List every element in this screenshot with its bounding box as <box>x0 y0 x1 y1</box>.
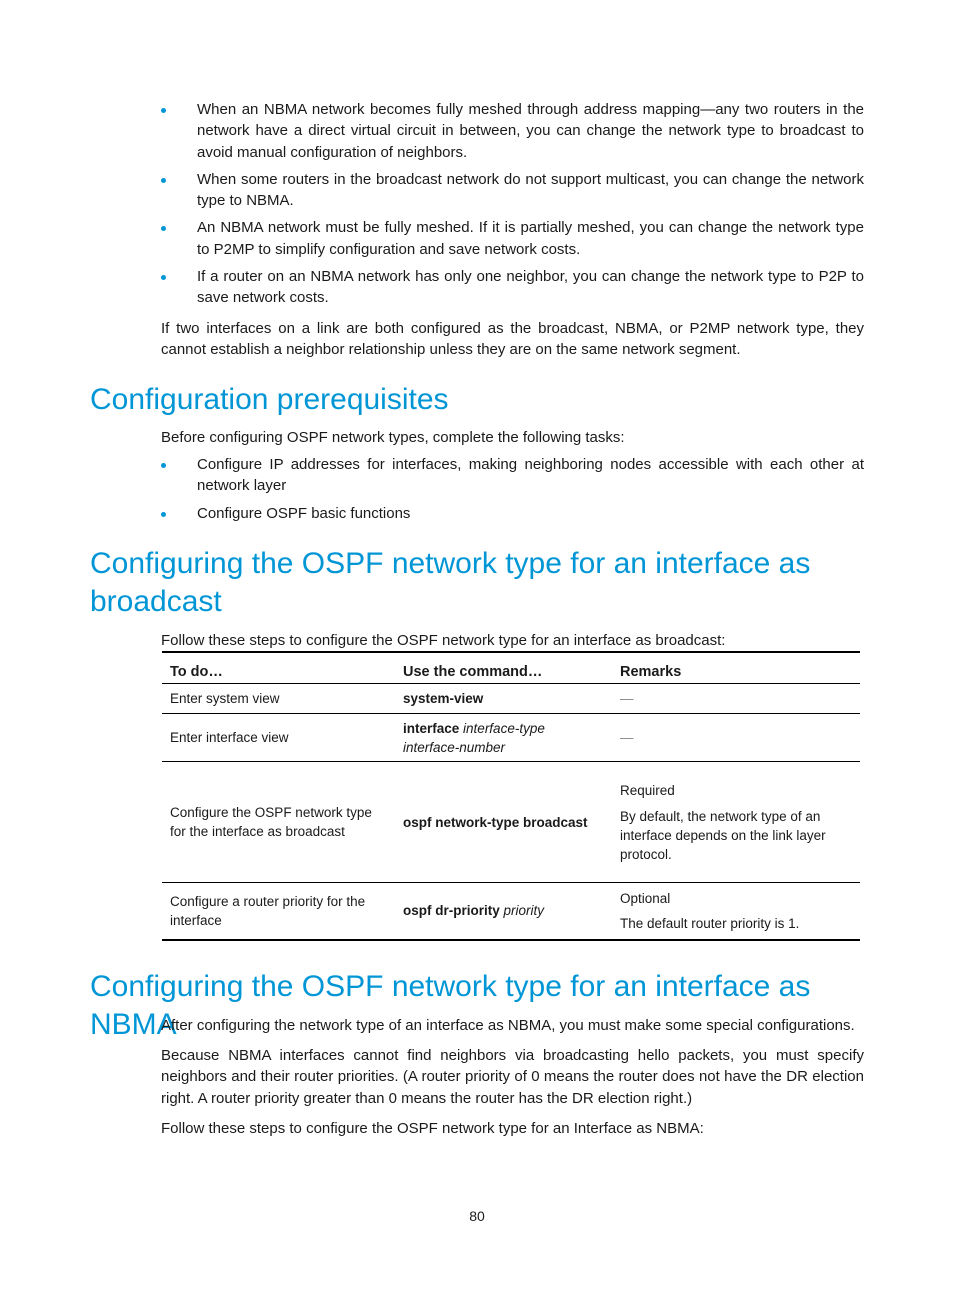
bullet-icon <box>161 512 166 517</box>
nbma-paragraph: Because NBMA interfaces cannot find neighbors via broadcasting hello packets, you must specify neighbors and their router priorities. (A router priority of 0 means the router does not have the DR election right. A router priority greater than 0 means the router has the DR election right.) <box>161 1047 864 1107</box>
bullet-icon <box>161 275 166 280</box>
bullet-icon <box>161 463 166 468</box>
table-row <box>162 684 860 714</box>
list-item: If a router on an NBMA network has only one neighbor, you can change the network type to P2P to save network costs. <box>161 266 864 309</box>
prereq-bullet-list <box>161 454 864 524</box>
table-row <box>162 714 860 762</box>
table-header-row <box>162 652 860 684</box>
nbma-paragraph: Follow these steps to configure the OSPF network type for an Interface as NBMA: <box>161 1120 704 1137</box>
bullet-icon <box>161 178 166 183</box>
column-header-remarks: Remarks <box>612 652 860 684</box>
intro-bullet-list <box>161 99 864 309</box>
command-cell: ospf network-type broadcast <box>395 762 612 883</box>
list-item: An NBMA network must be fully meshed. If it is partially meshed, you can change the network type to P2MP to simplify configuration and save network costs. <box>161 217 864 260</box>
list-item: Configure OSPF basic functions <box>161 503 864 524</box>
nbma-paragraph: After configuring the network type of an interface as NBMA, you must make some special configurations. <box>161 1017 855 1034</box>
table-row <box>162 762 860 883</box>
section-heading-broadcast: Configuring the OSPF network type for an interface as broadcast <box>90 547 811 618</box>
list-item: When some routers in the broadcast network do not support multicast, you can change the network type to NBMA. <box>161 169 864 212</box>
todo-cell: Enter interface view <box>162 714 395 762</box>
broadcast-steps-table <box>162 651 860 941</box>
remarks-cell: Optional The default router priority is 1. <box>612 883 860 940</box>
column-header-command: Use the command… <box>395 652 612 684</box>
command-cell: ospf dr-priority priority <box>395 883 612 940</box>
todo-cell: Configure a router priority for the interface <box>162 883 395 940</box>
intro-paragraph: If two interfaces on a link are both configured as the broadcast, NBMA, or P2MP network type, they cannot establish a neighbor relationship unless they are on the same network segment. <box>161 320 864 359</box>
section-heading-prerequisites: Configuration prerequisites <box>90 383 449 416</box>
todo-cell: Enter system view <box>162 684 395 714</box>
bullet-icon <box>161 108 166 113</box>
column-header-todo: To do… <box>162 652 395 684</box>
remarks-cell: — <box>612 714 860 762</box>
bullet-icon <box>161 226 166 231</box>
remarks-cell: Required By default, the network type of an interface depends on the link layer protocol. <box>612 762 860 883</box>
prereq-intro: Before configuring OSPF network types, complete the following tasks: <box>161 429 625 446</box>
section-heading-nbma: Configuring the OSPF network type for an interface as NBMA <box>90 970 811 1041</box>
list-item: Configure IP addresses for interfaces, making neighboring nodes accessible with each other at network layer <box>161 454 864 497</box>
command-cell: system-view <box>395 684 612 714</box>
page-number: 80 <box>469 1208 485 1224</box>
remarks-cell: — <box>612 684 860 714</box>
command-cell: interface interface-type interface-number <box>395 714 612 762</box>
broadcast-intro: Follow these steps to configure the OSPF network type for an interface as broadcast: <box>161 632 726 649</box>
list-item: When an NBMA network becomes fully meshed through address mapping—any two routers in the network have a direct virtual circuit in between, you can change the network type to broadcast to avoid manual configuration of neighbors. <box>161 99 864 163</box>
todo-cell: Configure the OSPF network type for the interface as broadcast <box>162 762 395 883</box>
table-row <box>162 883 860 940</box>
